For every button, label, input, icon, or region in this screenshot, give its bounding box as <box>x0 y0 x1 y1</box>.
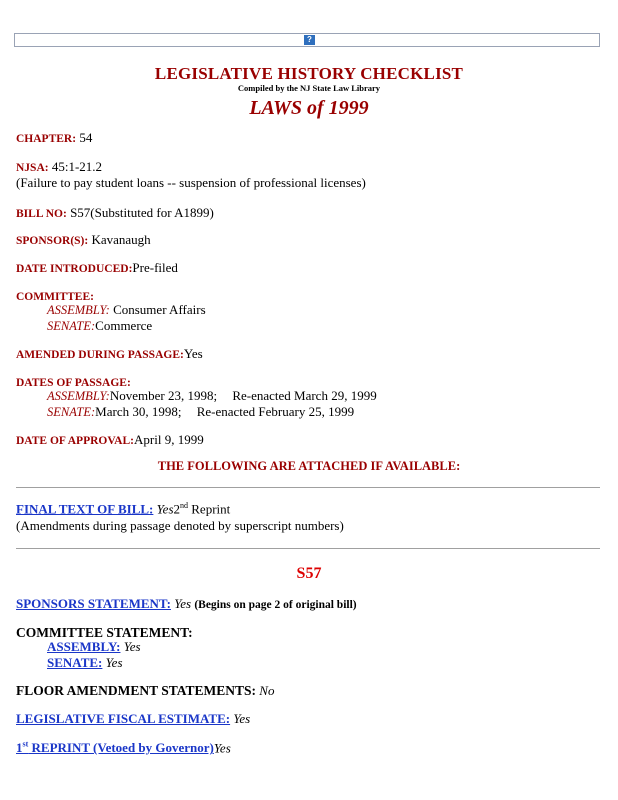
committee-senate-link[interactable]: SENATE: <box>47 655 103 670</box>
final-text-row <box>16 501 230 517</box>
first-reprint-link[interactable] <box>16 740 214 755</box>
laws-year: LAWS of 1999 <box>249 97 369 119</box>
floor-amendment-row <box>16 683 274 699</box>
floor-amendment-value: No <box>259 683 275 698</box>
chapter-label: CHAPTER: <box>16 133 77 145</box>
committee-assembly-link[interactable]: ASSEMBLY: <box>47 639 121 654</box>
passage-assembly-date: November 23, 1998; <box>109 388 218 403</box>
amended-label: AMENDED DURING PASSAGE: <box>16 349 184 361</box>
help-icon[interactable]: ? <box>304 35 315 45</box>
njsa-description: (Failure to pay student loans -- suspension of professional licenses) <box>16 175 366 190</box>
committee-senate-value: Commerce <box>95 318 153 333</box>
sponsors-statement-note: (Begins on page 2 of original bill) <box>194 599 357 611</box>
first-reprint-yes: Yes <box>213 740 231 756</box>
fiscal-estimate-yes: Yes <box>233 711 251 726</box>
sponsors-statement-row <box>16 596 357 612</box>
final-text-link[interactable]: FINAL TEXT OF BILL: <box>16 501 154 517</box>
njsa-label: NJSA: <box>16 162 49 174</box>
floor-amendment-label: FLOOR AMENDMENT STATEMENTS: <box>16 683 257 698</box>
date-introduced-label: DATE INTRODUCED: <box>16 263 133 275</box>
committee-statement-senate-row <box>47 655 123 671</box>
committee-senate-yes: Yes <box>105 655 123 670</box>
fiscal-estimate-link[interactable]: LEGISLATIVE FISCAL ESTIMATE: <box>16 711 231 726</box>
reprint-superscript: nd <box>180 501 189 510</box>
compiled-by: Compiled by the NJ State Law Library <box>237 83 381 93</box>
chapter-row <box>16 130 92 146</box>
sponsors-statement-yes: Yes <box>174 596 192 611</box>
date-introduced-value: Pre-filed <box>132 260 178 275</box>
passage-senate-date: March 30, 1998; <box>95 404 182 419</box>
page-title: LEGISLATIVE HISTORY CHECKLIST <box>154 64 464 83</box>
first-reprint-superscript: st <box>22 740 29 749</box>
divider <box>16 487 600 488</box>
final-text-note: (Amendments during passage denoted by superscript numbers) <box>16 518 344 533</box>
date-introduced-row <box>16 260 178 276</box>
fiscal-estimate-row <box>16 711 250 727</box>
image-placeholder-bar <box>14 33 600 47</box>
sponsor-value: Kavanaugh <box>91 232 151 247</box>
first-reprint-number: 1 <box>16 740 23 756</box>
amended-value: Yes <box>183 346 203 361</box>
passage-assembly-label: ASSEMBLY: <box>47 389 110 403</box>
committee-label: COMMITTEE: <box>16 291 94 303</box>
approval-label: DATE OF APPROVAL: <box>16 435 134 447</box>
committee-assembly-row <box>47 302 206 318</box>
chapter-value: 54 <box>79 130 93 145</box>
final-text-yes: Yes <box>156 501 174 517</box>
bill-heading: S57 <box>296 565 322 582</box>
sponsor-label: SPONSOR(S): <box>16 235 89 247</box>
divider <box>16 548 600 549</box>
approval-value: April 9, 1999 <box>134 432 204 447</box>
njsa-row <box>16 159 102 175</box>
bill-row <box>16 205 214 221</box>
passage-assembly-reenacted: Re-enacted March 29, 1999 <box>232 388 377 403</box>
passage-assembly-row <box>47 388 377 404</box>
bill-label: BILL NO: <box>16 208 67 220</box>
committee-statement-assembly-row <box>47 639 141 655</box>
reprint-text: Reprint <box>188 501 231 517</box>
bill-value: S57(Substituted for A1899) <box>70 205 214 220</box>
sponsors-statement-link[interactable]: SPONSORS STATEMENT: <box>16 596 171 611</box>
approval-row <box>16 432 204 448</box>
njsa-value: 45:1-21.2 <box>51 159 103 174</box>
passage-senate-row <box>47 404 354 420</box>
committee-assembly-yes: Yes <box>123 639 141 654</box>
first-reprint-row <box>16 740 231 756</box>
amended-row <box>16 346 203 362</box>
committee-assembly-label: ASSEMBLY: <box>47 303 110 317</box>
attached-heading: THE FOLLOWING ARE ATTACHED IF AVAILABLE: <box>157 459 461 473</box>
passage-senate-label: SENATE: <box>47 405 96 419</box>
committee-senate-label: SENATE: <box>47 319 96 333</box>
committee-assembly-value: Consumer Affairs <box>113 302 206 317</box>
committee-statement-label: COMMITTEE STATEMENT: <box>16 625 193 640</box>
first-reprint-text: REPRINT (Vetoed by Governor) <box>28 740 214 756</box>
committee-senate-row <box>47 318 152 334</box>
sponsor-row <box>16 232 151 248</box>
passage-senate-reenacted: Re-enacted February 25, 1999 <box>196 404 355 419</box>
reprint-number: 2 <box>173 501 181 517</box>
dates-passage-label: DATES OF PASSAGE: <box>16 377 131 389</box>
